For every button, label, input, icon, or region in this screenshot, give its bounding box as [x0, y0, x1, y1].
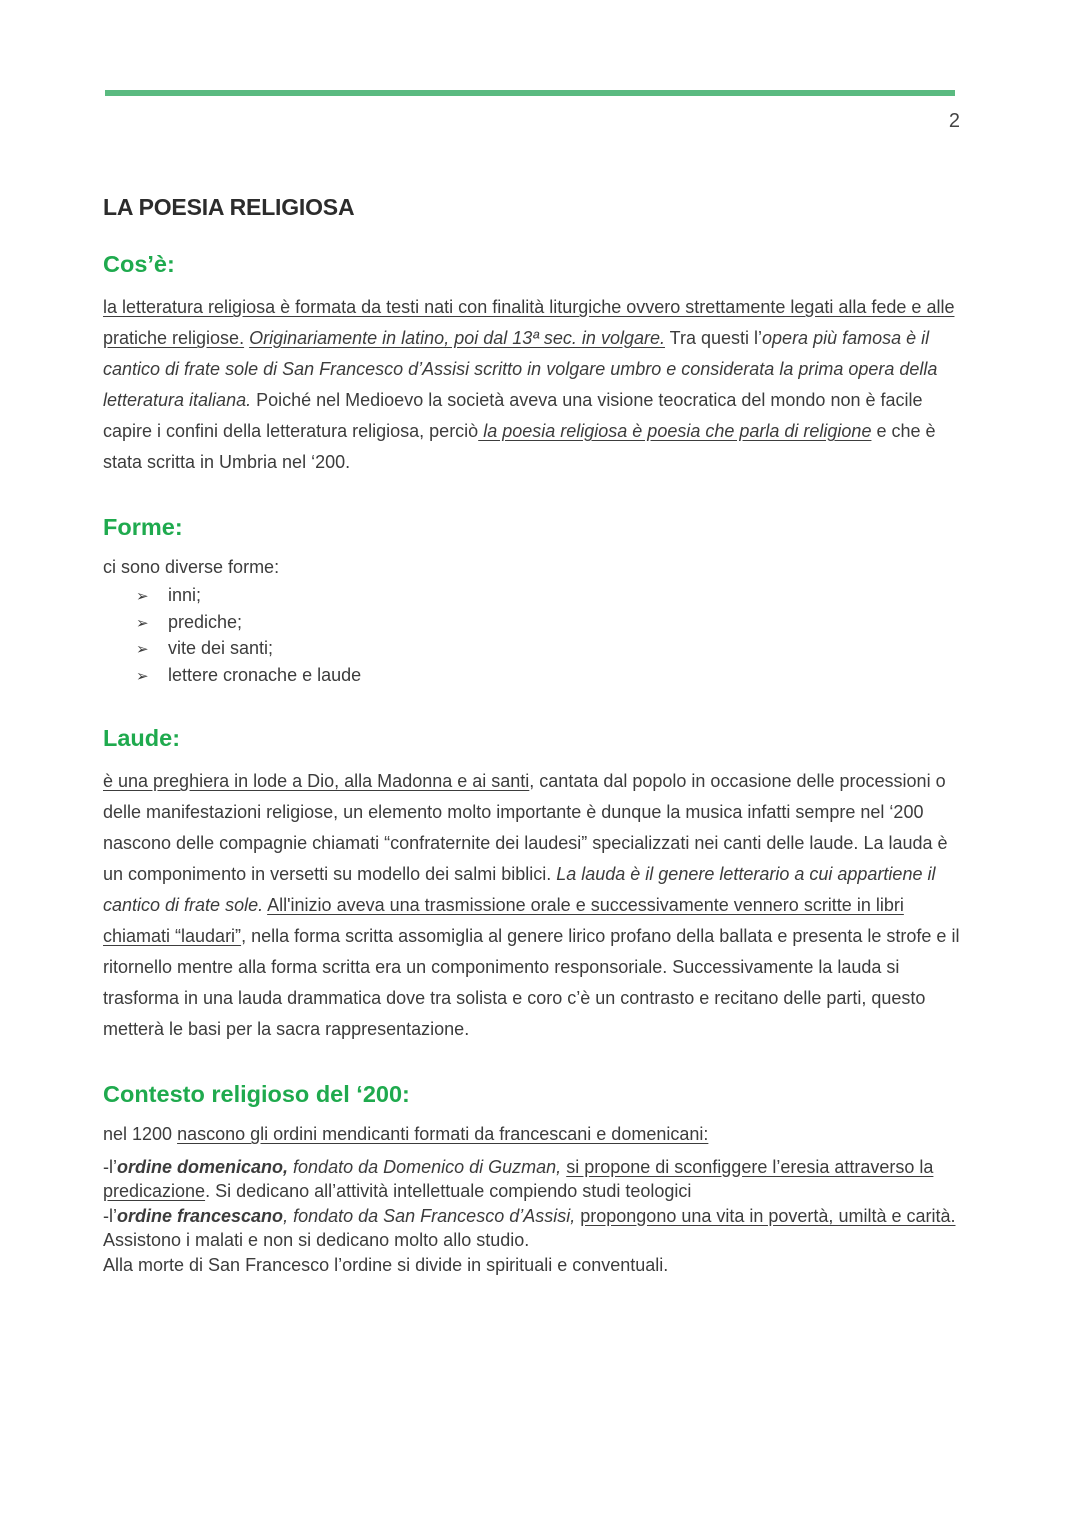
section-laude	[103, 725, 963, 1045]
arrow-bullet-icon: ➢	[136, 588, 149, 605]
paragraph-cose	[103, 292, 963, 478]
text-span: la letteratura religiosa è formata da testi nati con finalità liturgiche ovvero strettamente legati alla fede e alle pratiche religiose.	[103, 297, 955, 348]
list-item	[136, 636, 963, 663]
text-span: è una preghiera in lode a Dio, alla Madonna e ai santi	[103, 771, 530, 791]
section-cose	[103, 251, 963, 478]
text-span: Assistono i malati e non si dedicano molto allo studio.	[103, 1230, 530, 1250]
text-span: . Si dedicano all’attività intellettuale compiendo studi teologici	[205, 1181, 692, 1201]
text-span: la poesia religiosa è poesia che parla di religione	[478, 421, 872, 441]
section-contesto	[103, 1081, 963, 1277]
list-item-label: prediche;	[168, 611, 243, 632]
text-span: nascono gli ordini mendicanti formati da francescani e domenicani:	[177, 1124, 709, 1144]
heading-cose: Cos’è:	[103, 251, 175, 277]
contesto-intro	[103, 1122, 963, 1147]
list-item	[136, 610, 963, 637]
text-span: e che è stata scritta in Umbria nel ‘200.	[103, 421, 936, 472]
text-span: nel 1200	[103, 1124, 178, 1144]
text-span: La lauda è il genere letterario a cui appartiene il cantico di frate sole.	[103, 864, 936, 915]
list-item-label: vite dei santi;	[168, 638, 274, 658]
list-item-label: lettere cronache e laude	[168, 664, 362, 685]
text-span: -l’	[103, 1205, 117, 1226]
contesto-last: Alla morte di San Francesco l’ordine si divide in spirituali e conventuali.	[103, 1254, 669, 1275]
paragraph-laude	[103, 766, 963, 1045]
text-span: si propone di sconfiggere l’eresia attraverso la predicazione	[103, 1156, 934, 1201]
text-span: , fondato da San Francesco d’Assisi,	[283, 1205, 576, 1226]
list-item	[136, 663, 963, 690]
arrow-bullet-icon: ➢	[136, 667, 149, 685]
list-item-label: inni;	[168, 585, 202, 605]
header-rule	[105, 90, 955, 96]
text-span: ordine francescano	[117, 1205, 284, 1226]
text-span: opera più famosa è il cantico di frate sole di San Francesco d’Assisi scritto in volgare umbro e considerata la prima opera della letteratura italiana.	[103, 328, 938, 410]
text-span: ordine domenicano,	[117, 1156, 289, 1177]
page-title: LA POESIA RELIGIOSA	[103, 194, 355, 220]
text-span: Originariamente in latino, poi dal 13ª sec. in volgare.	[249, 328, 665, 348]
text-span: , cantata dal popolo in occasione delle processioni o delle manifestazioni religiose, un elemento molto importante è dunque la musica infatti sempre nel ‘200 nascono delle compagnie chiamati “confraternite dei laudesi” specializzati nei canti delle laude. La lauda è un componimento in versetti su modello dei salmi biblici.	[103, 771, 948, 884]
arrow-bullet-icon: ➢	[136, 641, 149, 658]
heading-contesto: Contesto religioso del ‘200:	[103, 1081, 410, 1107]
text-span: Tra questi l’	[664, 328, 763, 348]
document-body	[103, 194, 963, 1313]
text-span: All'inizio aveva una trasmissione orale e successivamente vennero scritte in libri chiamati “laudari”	[103, 895, 904, 946]
arrow-bullet-icon: ➢	[136, 614, 149, 632]
forme-list	[103, 583, 963, 689]
forme-intro: ci sono diverse forme:	[103, 557, 280, 577]
section-forme	[103, 514, 963, 689]
contesto-domenicano	[103, 1155, 963, 1204]
text-span: -l’	[103, 1156, 117, 1177]
text-span: propongono una vita in povertà, umiltà e carità.	[580, 1205, 956, 1226]
text-span: Poiché nel Medioevo la società aveva una visione teocratica del mondo non è facile capire i confini della letteratura religiosa, perciò	[103, 390, 923, 441]
list-item	[136, 583, 963, 610]
heading-laude: Laude:	[103, 725, 181, 751]
contesto-francescano	[103, 1204, 963, 1253]
heading-forme: Forme:	[103, 514, 183, 540]
text-span: fondato da Domenico di Guzman,	[288, 1156, 562, 1177]
text-span: , nella forma scritta assomiglia al genere lirico profano della ballata e presenta le strofe e il ritornello mentre alla forma scritta era un componimento responsoriale. Successivamente la lauda si trasforma in una lauda drammatica dove tra solista e coro c’è un contrasto e recitano delle parti, questo metterà le basi per la sacra rappresentazione.	[103, 926, 960, 1039]
page-number: 2	[948, 110, 960, 132]
